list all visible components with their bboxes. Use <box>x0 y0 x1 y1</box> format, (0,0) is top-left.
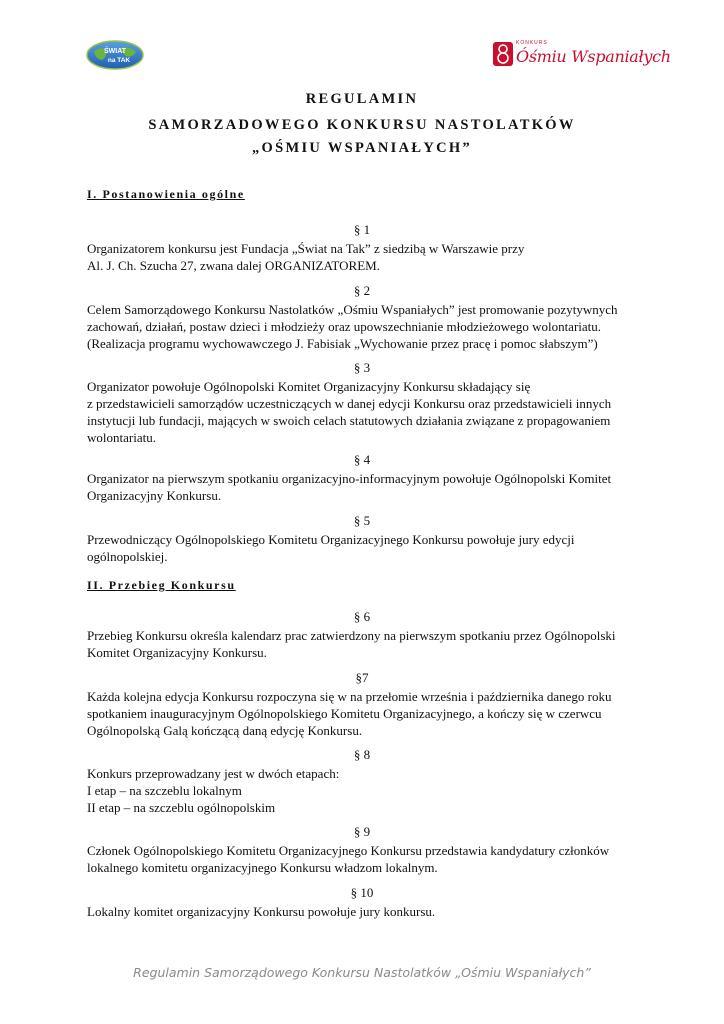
paragraph-line: ogólnopolskiej. <box>87 549 168 564</box>
swiat-na-tak-logo <box>86 40 144 70</box>
section-heading-course: II. Przebieg Konkursu <box>87 578 236 592</box>
paragraph-line: Komitet Organizacyjny Konkursu. <box>87 645 267 660</box>
paragraph-line: Przebieg Konkursu określa kalendarz prac zatwierdzony na pierwszym spotkaniu przez Ogólnopolski <box>87 628 616 643</box>
paragraph-number: § 6 <box>353 609 371 624</box>
paragraph-9 <box>87 823 647 876</box>
paragraph-line: instytucji lub fundacji, mających w swoich celach statutowych działania związane z propagowaniem <box>87 413 611 428</box>
globe-logo-icon <box>86 40 144 70</box>
paragraph-1 <box>87 221 647 274</box>
paragraph-number: §7 <box>355 670 369 685</box>
paragraph-line: zachowań, działań, postaw dzieci i młodzieży oraz upowszechnianie młodzieżowego wolontariatu. <box>87 319 602 334</box>
paragraph-line: Członek Ogólnopolskiego Komitetu Organizacyjnego Konkursu przedstawia kandydatury członków <box>87 843 610 858</box>
page-footer: Regulamin Samorządowego Konkursu Nastolatków „Ośmiu Wspaniałych” <box>133 965 591 980</box>
paragraph-line: z przedstawicieli samorządów uczestniczących w danej edycji Konkursu oraz przedstawicieli innych <box>87 396 612 411</box>
paragraph-line: I etap – na szczeblu lokalnym <box>87 783 242 798</box>
paragraph-line: (Realizacja programu wychowawczego J. Fabisiak „Wychowanie przez pracę i pomoc słabszym”) <box>87 336 598 351</box>
paragraph-line: Przewodniczący Ogólnopolskiego Komitetu Organizacyjnego Konkursu powołuje jury edycji <box>87 532 575 547</box>
paragraph-number: § 4 <box>353 452 371 467</box>
paragraph-number: § 3 <box>353 360 371 375</box>
paragraph-7 <box>87 669 647 739</box>
eight-mark-icon <box>492 40 514 68</box>
paragraph-line: Organizatorem konkursu jest Fundacja „Świat na Tak” z siedzibą w Warszawie przy <box>87 241 525 256</box>
paragraph-line: wolontariatu. <box>87 430 156 445</box>
paragraph-2 <box>87 282 647 352</box>
paragraph-number: § 1 <box>353 222 371 237</box>
paragraph-number: § 9 <box>353 824 371 839</box>
section-heading-general: I. Postanowienia ogólne <box>87 187 245 201</box>
paragraph-line: Organizacyjny Konkursu. <box>87 488 222 503</box>
paragraph-line: Ogólnopolską Galą kończącą daną edycję Konkursu. <box>87 723 363 738</box>
logo-name-text: Óśmiu Wspaniałych <box>516 47 671 66</box>
paragraph-line: Konkurs przeprowadzany jest w dwóch etapach: <box>87 766 340 781</box>
paragraph-line: Organizator powołuje Ogólnopolski Komitet Organizacyjny Konkursu składający się <box>87 379 531 394</box>
paragraph-line: Każda kolejna edycja Konkursu rozpoczyna się w na przełomie września i października danego roku <box>87 689 612 704</box>
paragraph-line: Organizator na pierwszym spotkaniu organizacyjno-informacyjnym powołuje Ogólnopolski Komitet <box>87 471 612 486</box>
paragraph-number: § 10 <box>350 885 374 900</box>
paragraph-3 <box>87 359 647 446</box>
paragraph-10 <box>87 884 647 920</box>
svg-text:ŚWIAT: ŚWIAT <box>103 48 127 55</box>
paragraph-line: spotkaniem inauguracyjnym Ogólnopolskiego Komitetu Organizacyjnego, a kończy się w czerwcu <box>87 706 602 721</box>
paragraph-6 <box>87 608 647 661</box>
paragraph-number: § 2 <box>353 283 371 298</box>
paragraph-line: Lokalny komitet organizacyjny Konkursu powołuje jury konkursu. <box>87 904 436 919</box>
document-title-line2: SAMORZADOWEGO KONKURSU NASTOLATKÓW <box>148 117 576 133</box>
logo-small-text: KONKURS <box>516 40 548 46</box>
paragraph-line: II etap – na szczeblu ogólnopolskim <box>87 800 276 815</box>
osmiu-wspanialych-logo <box>492 38 671 74</box>
paragraph-line: Al. J. Ch. Szucha 27, zwana dalej ORGANIZATOREM. <box>87 258 380 273</box>
paragraph-8 <box>87 746 647 816</box>
svg-text:na TAK: na TAK <box>107 57 131 64</box>
paragraph-number: § 5 <box>353 513 371 528</box>
paragraph-5 <box>87 512 647 565</box>
document-title-line1: REGULAMIN <box>305 91 419 107</box>
paragraph-line: Celem Samorządowego Konkursu Nastolatków „Ośmiu Wspaniałych” jest promowanie pozytywnych <box>87 302 618 317</box>
paragraph-line: lokalnego komitetu organizacyjnego Konkursu władzom lokalnym. <box>87 860 438 875</box>
document-title-line3: „OŚMIU WSPANIAŁYCH” <box>251 140 472 156</box>
paragraph-4 <box>87 451 647 504</box>
paragraph-number: § 8 <box>353 747 371 762</box>
